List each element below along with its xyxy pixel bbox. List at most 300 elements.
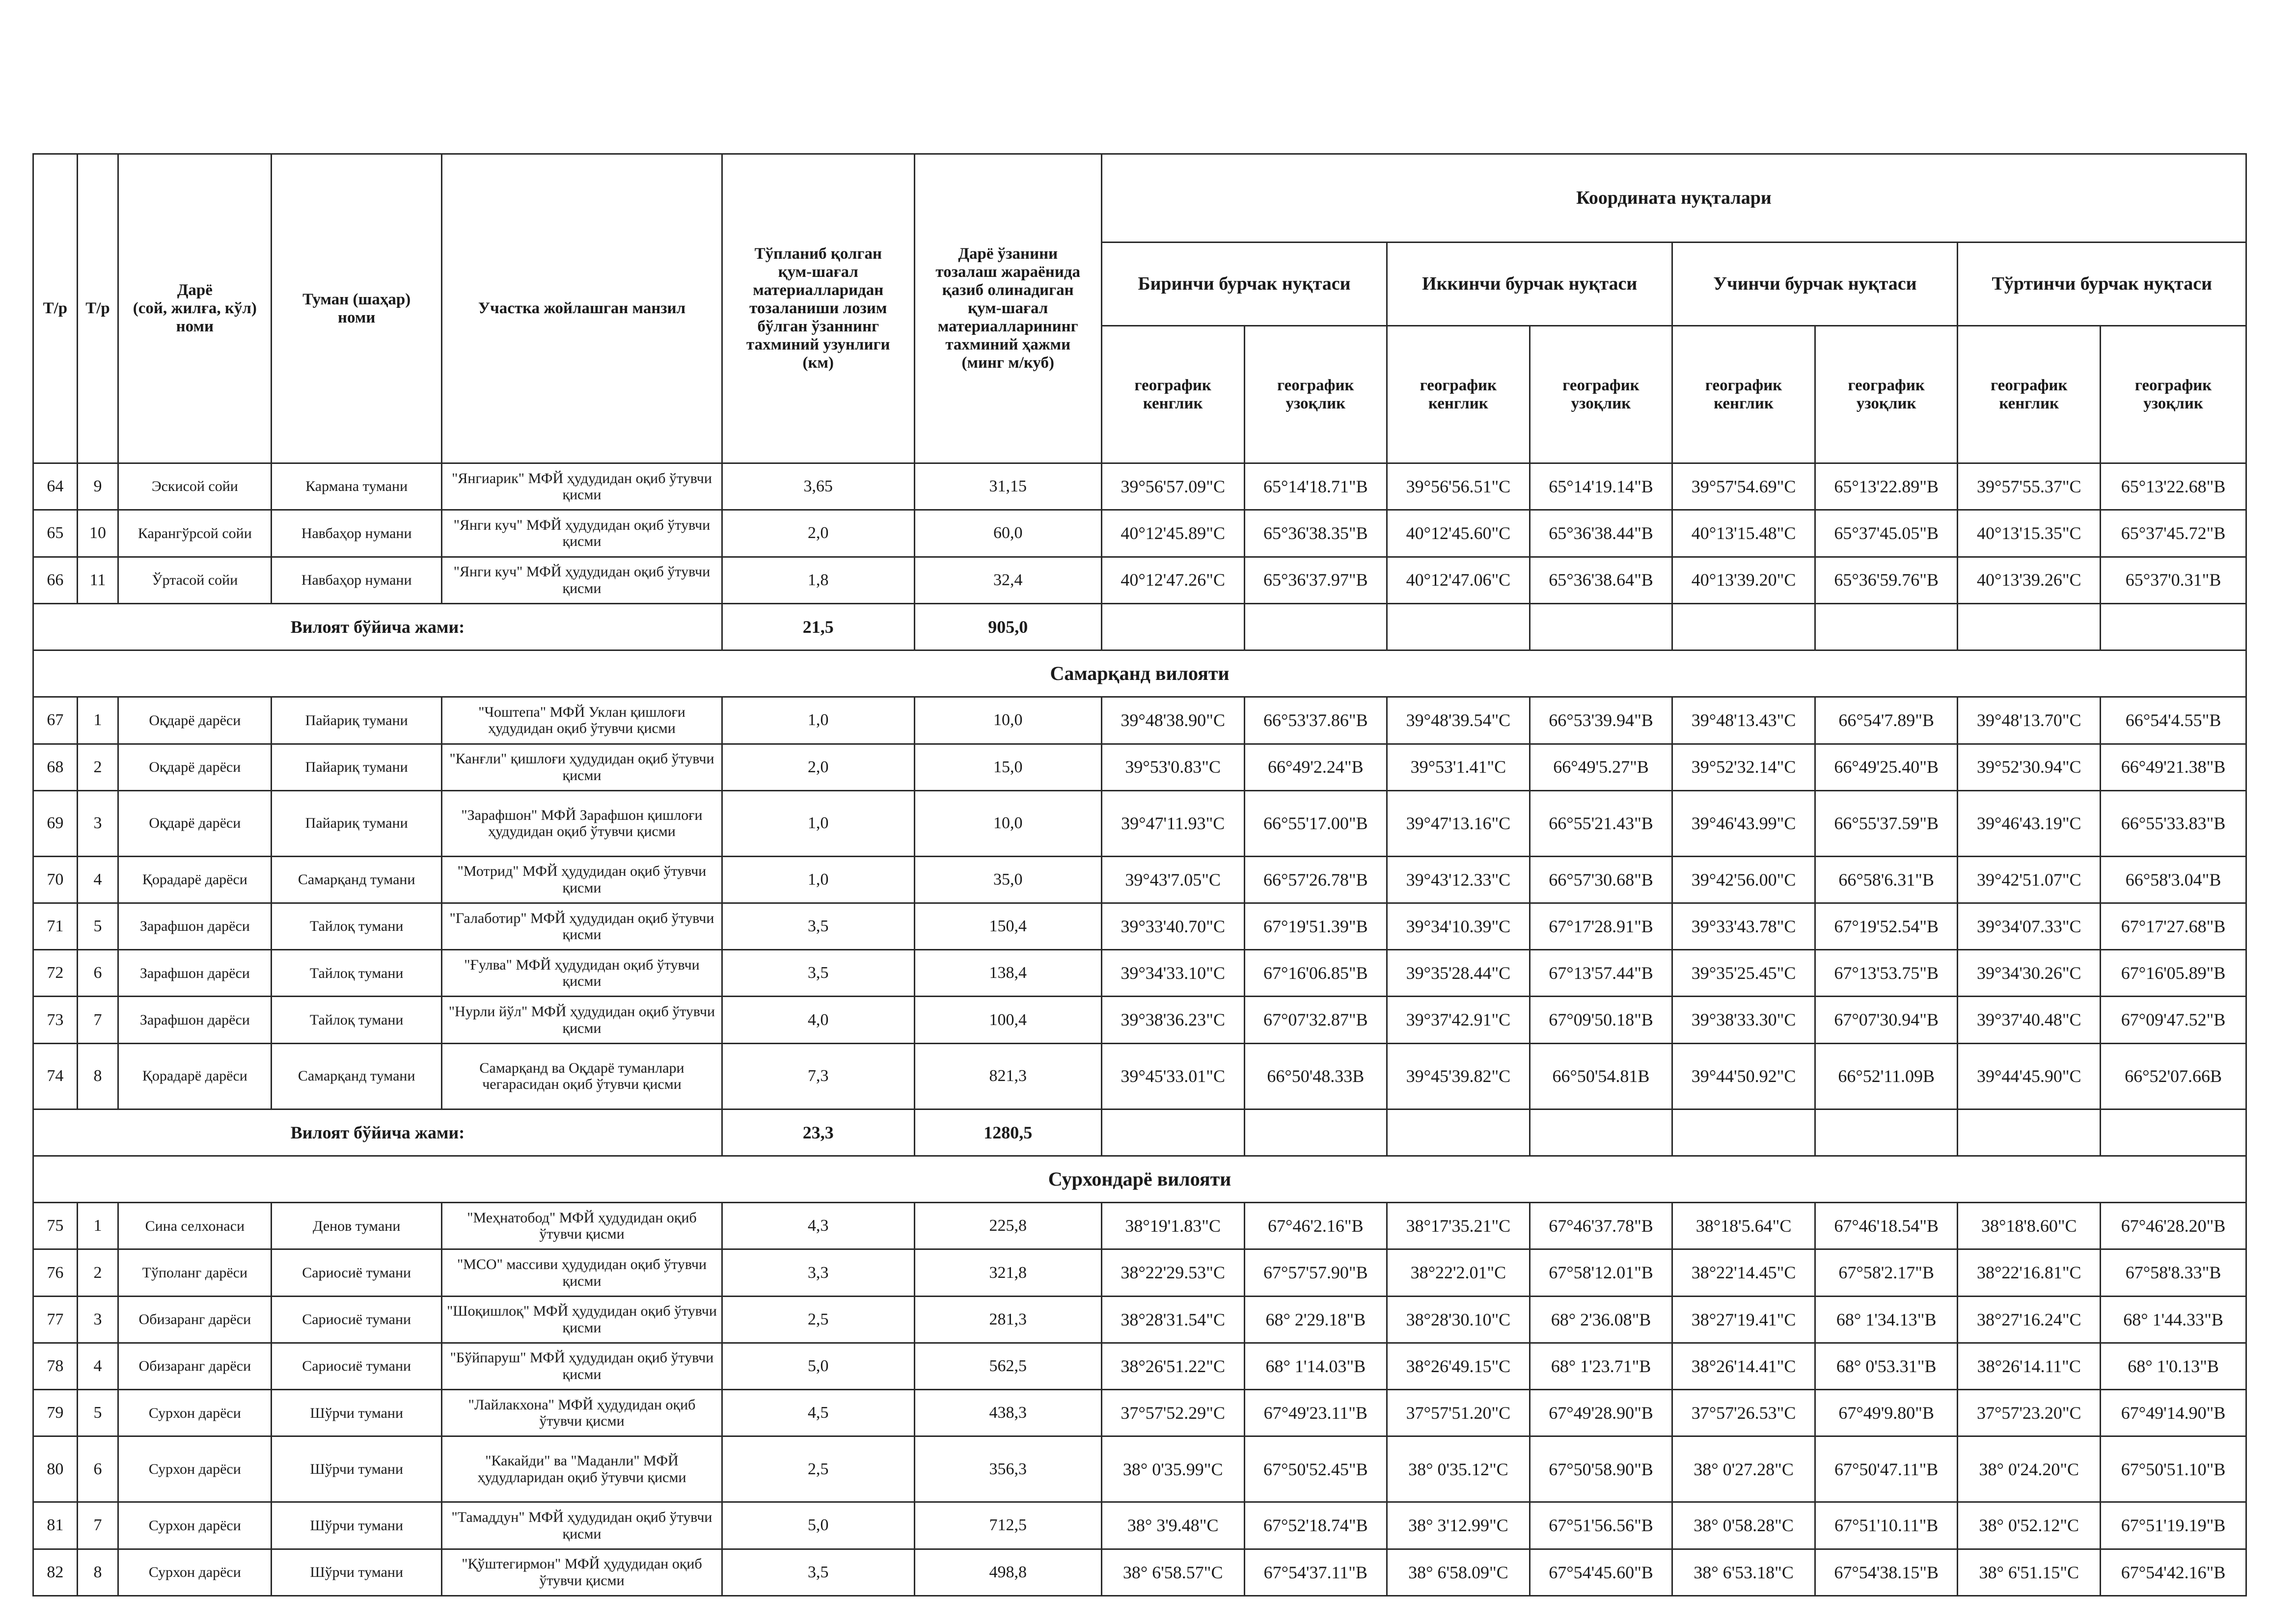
table-row: [33, 1203, 2246, 1249]
latitude-cell: 39°37'42.91"С: [1387, 997, 1530, 1043]
total-volume: 905,0: [914, 603, 1101, 650]
longitude-cell: 67°13'53.75"В: [1815, 950, 1958, 997]
row-number: 69: [33, 790, 78, 856]
corner-header-4: Тўртинчи бурчак нуқтаси: [1958, 243, 2246, 326]
total-length: 23,3: [722, 1109, 915, 1156]
river-name: Зарафшон дарёси: [118, 903, 272, 949]
empty-cell: [1672, 1109, 1815, 1156]
river-name: Тўполанг дарёси: [118, 1249, 272, 1296]
river-name: Карангўрсой сойи: [118, 510, 272, 557]
longitude-cell: 67°46'28.20"В: [2101, 1203, 2246, 1249]
river-name: Қорадарё дарёси: [118, 856, 272, 903]
river-name: Зарафшон дарёси: [118, 997, 272, 1043]
longitude-cell: 67°19'52.54"В: [1815, 903, 1958, 949]
longitude-cell: 68° 2'36.08"В: [1530, 1296, 1672, 1343]
col-header-index: Т/р: [77, 154, 118, 463]
latitude-cell: 39°43'7.05"С: [1101, 856, 1244, 903]
corner-header-3: Учинчи бурчак нуқтаси: [1672, 243, 1958, 326]
location: "Галаботир" МФЙ ҳудудидан оқиб ўтувчи қисми: [442, 903, 722, 949]
longitude-cell: 67°50'47.11"В: [1815, 1436, 1958, 1502]
district-name: Сариосиё тумани: [272, 1249, 442, 1296]
row-index: 4: [77, 1343, 118, 1389]
latitude-cell: 40°13'15.48"С: [1672, 510, 1815, 557]
longitude-cell: 66°49'2.24"В: [1244, 744, 1387, 790]
row-index: 8: [77, 1043, 118, 1109]
row-number: 82: [33, 1549, 78, 1596]
row-index: 2: [77, 744, 118, 790]
longitude-cell: 67°49'28.90"В: [1530, 1390, 1672, 1436]
volume-value: 31,15: [914, 463, 1101, 510]
empty-cell: [1101, 603, 1244, 650]
longitude-cell: 67°51'10.11"В: [1815, 1502, 1958, 1549]
row-index: 1: [77, 1203, 118, 1249]
latitude-cell: 38°27'19.41"С: [1672, 1296, 1815, 1343]
longitude-cell: 65°36'38.64"В: [1530, 557, 1672, 603]
total-label: Вилоят бўйича жами:: [33, 1109, 722, 1156]
table-row: [33, 1549, 2246, 1596]
row-index: 7: [77, 1502, 118, 1549]
table-row: [33, 510, 2246, 557]
latitude-cell: 39°48'39.54"С: [1387, 697, 1530, 744]
longitude-cell: 66°54'4.55"В: [2101, 697, 2246, 744]
empty-cell: [2101, 603, 2246, 650]
row-index: 8: [77, 1549, 118, 1596]
length-value: 5,0: [722, 1502, 915, 1549]
latitude-cell: 39°57'54.69"С: [1672, 463, 1815, 510]
longitude-cell: 65°13'22.89"В: [1815, 463, 1958, 510]
volume-value: 498,8: [914, 1549, 1101, 1596]
volume-value: 60,0: [914, 510, 1101, 557]
latitude-cell: 38° 6'53.18"С: [1672, 1549, 1815, 1596]
row-number: 64: [33, 463, 78, 510]
longitude-cell: 67°46'37.78"В: [1530, 1203, 1672, 1249]
longitude-cell: 67°17'27.68"В: [2101, 903, 2246, 949]
row-number: 73: [33, 997, 78, 1043]
latitude-cell: 38° 0'24.20"С: [1958, 1436, 2101, 1502]
longitude-cell: 68° 2'29.18"В: [1244, 1296, 1387, 1343]
volume-value: 712,5: [914, 1502, 1101, 1549]
longitude-cell: 66°50'54.81В: [1530, 1043, 1672, 1109]
river-name: Сурхон дарёси: [118, 1502, 272, 1549]
row-number: 77: [33, 1296, 78, 1343]
row-number: 72: [33, 950, 78, 997]
longitude-cell: 67°51'19.19"В: [2101, 1502, 2246, 1549]
row-number: 76: [33, 1249, 78, 1296]
length-value: 1,8: [722, 557, 915, 603]
volume-value: 150,4: [914, 903, 1101, 949]
total-volume: 1280,5: [914, 1109, 1101, 1156]
district-name: Кармана тумани: [272, 463, 442, 510]
table-row: [33, 1249, 2246, 1296]
river-name: Оқдарё дарёси: [118, 790, 272, 856]
row-index: 4: [77, 856, 118, 903]
col-header-coordinates: Координата нуқталари: [1101, 154, 2246, 243]
river-name: Оқдарё дарёси: [118, 744, 272, 790]
latitude-cell: 39°52'32.14"С: [1672, 744, 1815, 790]
latitude-cell: 39°48'38.90"С: [1101, 697, 1244, 744]
length-value: 4,3: [722, 1203, 915, 1249]
latitude-cell: 38° 0'52.12"С: [1958, 1502, 2101, 1549]
latitude-cell: 39°34'10.39"С: [1387, 903, 1530, 949]
latitude-cell: 40°12'47.06"С: [1387, 557, 1530, 603]
longitude-cell: 67°52'18.74"В: [1244, 1502, 1387, 1549]
location: "Қўштегирмон" МФЙ ҳудудидан оқиб ўтувчи қисми: [442, 1549, 722, 1596]
row-index: 1: [77, 697, 118, 744]
district-name: Пайариқ тумани: [272, 697, 442, 744]
location: Самарқанд ва Оқдарё туманлари чегарасидан оқиб ўтувчи қисми: [442, 1043, 722, 1109]
table-row: [33, 1343, 2246, 1389]
longitude-cell: 67°51'56.56"В: [1530, 1502, 1672, 1549]
row-number: 78: [33, 1343, 78, 1389]
table-row: [33, 903, 2246, 949]
longitude-cell: 67°17'28.91"В: [1530, 903, 1672, 949]
row-index: 3: [77, 1296, 118, 1343]
row-number: 70: [33, 856, 78, 903]
row-index: 5: [77, 903, 118, 949]
longitude-cell: 65°37'45.72"В: [2101, 510, 2246, 557]
latitude-cell: 38°22'2.01"С: [1387, 1249, 1530, 1296]
longitude-cell: 66°53'39.94"В: [1530, 697, 1672, 744]
location: "Тамаддун" МФЙ ҳудудидан оқиб ўтувчи қисми: [442, 1502, 722, 1549]
longitude-cell: 65°36'37.97"В: [1244, 557, 1387, 603]
latitude-header: географик кенглик: [1958, 326, 2101, 463]
volume-value: 138,4: [914, 950, 1101, 997]
longitude-cell: 67°49'23.11"В: [1244, 1390, 1387, 1436]
row-index: 5: [77, 1390, 118, 1436]
longitude-header: географик узоқлик: [2101, 326, 2246, 463]
latitude-cell: 38°26'14.41"С: [1672, 1343, 1815, 1389]
longitude-cell: 66°49'5.27"В: [1530, 744, 1672, 790]
location: "МСО" массиви ҳудудидан оқиб ўтувчи қисми: [442, 1249, 722, 1296]
longitude-cell: 68° 0'53.31"В: [1815, 1343, 1958, 1389]
district-name: Шўрчи тумани: [272, 1390, 442, 1436]
length-value: 3,5: [722, 1549, 915, 1596]
longitude-cell: 67°16'06.85"В: [1244, 950, 1387, 997]
volume-value: 438,3: [914, 1390, 1101, 1436]
latitude-cell: 38°26'51.22"С: [1101, 1343, 1244, 1389]
section-row: [33, 1156, 2246, 1202]
latitude-cell: 39°35'25.45"С: [1672, 950, 1815, 997]
empty-cell: [1387, 603, 1530, 650]
latitude-cell: 38°22'29.53"С: [1101, 1249, 1244, 1296]
length-value: 3,65: [722, 463, 915, 510]
latitude-cell: 39°45'39.82"С: [1387, 1043, 1530, 1109]
latitude-cell: 39°56'56.51"С: [1387, 463, 1530, 510]
longitude-cell: 67°09'50.18"В: [1530, 997, 1672, 1043]
length-value: 1,0: [722, 697, 915, 744]
empty-cell: [2101, 1109, 2246, 1156]
latitude-cell: 38°18'5.64"С: [1672, 1203, 1815, 1249]
latitude-cell: 37°57'23.20"С: [1958, 1390, 2101, 1436]
river-name: Сурхон дарёси: [118, 1436, 272, 1502]
longitude-cell: 66°53'37.86"В: [1244, 697, 1387, 744]
row-number: 67: [33, 697, 78, 744]
district-name: Шўрчи тумани: [272, 1436, 442, 1502]
latitude-cell: 38°22'14.45"С: [1672, 1249, 1815, 1296]
longitude-cell: 67°13'57.44"В: [1530, 950, 1672, 997]
latitude-cell: 38° 6'51.15"С: [1958, 1549, 2101, 1596]
location: "Янгиарик" МФЙ ҳудудидан оқиб ўтувчи қисми: [442, 463, 722, 510]
length-value: 1,0: [722, 790, 915, 856]
longitude-cell: 68° 1'44.33"В: [2101, 1296, 2246, 1343]
corner-header-1: Биринчи бурчак нуқтаси: [1101, 243, 1387, 326]
longitude-cell: 65°13'22.68"В: [2101, 463, 2246, 510]
row-index: 2: [77, 1249, 118, 1296]
latitude-cell: 39°45'33.01"С: [1101, 1043, 1244, 1109]
row-number: 75: [33, 1203, 78, 1249]
row-index: 6: [77, 950, 118, 997]
latitude-cell: 39°48'13.70"С: [1958, 697, 2101, 744]
table-row: [33, 950, 2246, 997]
longitude-cell: 65°36'38.35"В: [1244, 510, 1387, 557]
volume-value: 281,3: [914, 1296, 1101, 1343]
district-name: Тайлоқ тумани: [272, 997, 442, 1043]
longitude-cell: 66°52'07.66В: [2101, 1043, 2246, 1109]
empty-cell: [1815, 1109, 1958, 1156]
latitude-header: географик кенглик: [1672, 326, 1815, 463]
length-value: 4,0: [722, 997, 915, 1043]
location: "Мотрид" МФЙ ҳудудидан оқиб ўтувчи қисми: [442, 856, 722, 903]
river-name: Сина селхонаси: [118, 1203, 272, 1249]
empty-cell: [1101, 1109, 1244, 1156]
longitude-cell: 67°46'18.54"В: [1815, 1203, 1958, 1249]
table-row: [33, 744, 2246, 790]
longitude-cell: 66°57'30.68"В: [1530, 856, 1672, 903]
empty-cell: [1672, 603, 1815, 650]
longitude-cell: 65°36'59.76"В: [1815, 557, 1958, 603]
table-row: [33, 790, 2246, 856]
latitude-cell: 39°44'50.92"С: [1672, 1043, 1815, 1109]
latitude-cell: 40°12'45.89"С: [1101, 510, 1244, 557]
latitude-cell: 39°42'51.07"С: [1958, 856, 2101, 903]
latitude-cell: 39°53'0.83"С: [1101, 744, 1244, 790]
longitude-cell: 65°14'19.14"В: [1530, 463, 1672, 510]
longitude-header: географик узоқлик: [1530, 326, 1672, 463]
location: "Канғли" қишлоғи ҳудудидан оқиб ўтувчи қисми: [442, 744, 722, 790]
location: "Шоқишлоқ" МФЙ ҳудудидан оқиб ўтувчи қисми: [442, 1296, 722, 1343]
length-value: 3,3: [722, 1249, 915, 1296]
section-row: [33, 650, 2246, 697]
longitude-header: географик узоқлик: [1815, 326, 1958, 463]
length-value: 2,0: [722, 744, 915, 790]
location: "Нурли йўл" МФЙ ҳудудидан оқиб ўтувчи қисми: [442, 997, 722, 1043]
river-name: Эскисой сойи: [118, 463, 272, 510]
latitude-cell: 38° 0'58.28"С: [1672, 1502, 1815, 1549]
volume-value: 321,8: [914, 1249, 1101, 1296]
length-value: 3,5: [722, 903, 915, 949]
latitude-cell: 39°42'56.00"С: [1672, 856, 1815, 903]
latitude-cell: 38°28'30.10"С: [1387, 1296, 1530, 1343]
location: "Лайлакхона" МФЙ ҳудудидан оқиб ўтувчи қисми: [442, 1390, 722, 1436]
empty-cell: [1958, 1109, 2101, 1156]
latitude-cell: 39°56'57.09"С: [1101, 463, 1244, 510]
location: "Меҳнатобод" МФЙ ҳудудидан оқиб ўтувчи қисми: [442, 1203, 722, 1249]
district-name: Тайлоқ тумани: [272, 950, 442, 997]
latitude-cell: 37°57'52.29"С: [1101, 1390, 1244, 1436]
latitude-cell: 38°26'14.11"С: [1958, 1343, 2101, 1389]
longitude-cell: 65°37'45.05"В: [1815, 510, 1958, 557]
length-value: 2,0: [722, 510, 915, 557]
row-number: 71: [33, 903, 78, 949]
longitude-cell: 66°55'21.43"В: [1530, 790, 1672, 856]
latitude-cell: 39°37'40.48"С: [1958, 997, 2101, 1043]
district-name: Тайлоқ тумани: [272, 903, 442, 949]
table-row: [33, 1390, 2246, 1436]
longitude-cell: 67°54'38.15"В: [1815, 1549, 1958, 1596]
district-name: Шўрчи тумани: [272, 1502, 442, 1549]
longitude-cell: 65°14'18.71"В: [1244, 463, 1387, 510]
latitude-cell: 38°17'35.21"С: [1387, 1203, 1530, 1249]
col-header-location: Участка жойлашган манзил: [442, 154, 722, 463]
row-index: 6: [77, 1436, 118, 1502]
total-row: [33, 603, 2246, 650]
location: "Янги куч" МФЙ ҳудудидан оқиб ўтувчи қисми: [442, 557, 722, 603]
location: "Какайди" ва "Маданли" МФЙ ҳудудларидан оқиб ўтувчи қисми: [442, 1436, 722, 1502]
row-number: 81: [33, 1502, 78, 1549]
location: "Чоштепа" МФЙ Уклан қишлоғи ҳудудидан оқиб ўтувчи қисми: [442, 697, 722, 744]
latitude-cell: 38° 0'27.28"С: [1672, 1436, 1815, 1502]
latitude-cell: 38° 0'35.12"С: [1387, 1436, 1530, 1502]
latitude-header: географик кенглик: [1101, 326, 1244, 463]
district-name: Самарқанд тумани: [272, 856, 442, 903]
latitude-cell: 38°22'16.81"С: [1958, 1249, 2101, 1296]
latitude-cell: 38° 0'35.99"С: [1101, 1436, 1244, 1502]
length-value: 7,3: [722, 1043, 915, 1109]
latitude-cell: 38°28'31.54"С: [1101, 1296, 1244, 1343]
volume-value: 356,3: [914, 1436, 1101, 1502]
table-row: [33, 997, 2246, 1043]
longitude-cell: 66°50'48.33В: [1244, 1043, 1387, 1109]
latitude-cell: 39°33'43.78"С: [1672, 903, 1815, 949]
empty-cell: [1530, 603, 1672, 650]
river-name: Оқдарё дарёси: [118, 697, 272, 744]
longitude-cell: 67°49'9.80"В: [1815, 1390, 1958, 1436]
longitude-cell: 67°07'30.94"В: [1815, 997, 1958, 1043]
latitude-cell: 37°57'51.20"С: [1387, 1390, 1530, 1436]
latitude-header: географик кенглик: [1387, 326, 1530, 463]
district-name: Пайариқ тумани: [272, 790, 442, 856]
latitude-cell: 39°47'13.16"С: [1387, 790, 1530, 856]
longitude-cell: 66°58'6.31"В: [1815, 856, 1958, 903]
location: "Янги куч" МФЙ ҳудудидан оқиб ўтувчи қисми: [442, 510, 722, 557]
longitude-cell: 66°49'25.40"В: [1815, 744, 1958, 790]
longitude-cell: 67°46'2.16"В: [1244, 1203, 1387, 1249]
table-body: [33, 463, 2246, 1596]
district-name: Шўрчи тумани: [272, 1549, 442, 1596]
latitude-cell: 39°34'07.33"С: [1958, 903, 2101, 949]
longitude-cell: 66°58'3.04"В: [2101, 856, 2246, 903]
longitude-cell: 67°50'52.45"В: [1244, 1436, 1387, 1502]
latitude-cell: 39°46'43.19"С: [1958, 790, 2101, 856]
location: "Зарафшон" МФЙ Зарафшон қишлоғи ҳудудидан оқиб ўтувчи қисми: [442, 790, 722, 856]
river-name: Обизаранг дарёси: [118, 1296, 272, 1343]
row-number: 79: [33, 1390, 78, 1436]
latitude-cell: 39°34'33.10"С: [1101, 950, 1244, 997]
table-row: [33, 697, 2246, 744]
row-number: 74: [33, 1043, 78, 1109]
latitude-cell: 39°47'11.93"С: [1101, 790, 1244, 856]
latitude-cell: 39°38'36.23"С: [1101, 997, 1244, 1043]
longitude-cell: 67°16'05.89"В: [2101, 950, 2246, 997]
empty-cell: [1958, 603, 2101, 650]
latitude-cell: 40°13'15.35"С: [1958, 510, 2101, 557]
row-index: 7: [77, 997, 118, 1043]
empty-cell: [1387, 1109, 1530, 1156]
length-value: 4,5: [722, 1390, 915, 1436]
longitude-cell: 67°58'12.01"В: [1530, 1249, 1672, 1296]
volume-value: 100,4: [914, 997, 1101, 1043]
length-value: 1,0: [722, 856, 915, 903]
row-number: 68: [33, 744, 78, 790]
latitude-cell: 38° 6'58.57"С: [1101, 1549, 1244, 1596]
length-value: 5,0: [722, 1343, 915, 1389]
col-header-river: Дарё (сой, жилға, кўл) номи: [118, 154, 272, 463]
row-index: 10: [77, 510, 118, 557]
length-value: 2,5: [722, 1436, 915, 1502]
longitude-cell: 67°07'32.87"В: [1244, 997, 1387, 1043]
river-name: Зарафшон дарёси: [118, 950, 272, 997]
location: "Ғулва" МФЙ ҳудудидан оқиб ўтувчи қисми: [442, 950, 722, 997]
longitude-cell: 67°57'57.90"В: [1244, 1249, 1387, 1296]
longitude-cell: 68° 1'23.71"В: [1530, 1343, 1672, 1389]
volume-value: 225,8: [914, 1203, 1101, 1249]
table-row: [33, 1043, 2246, 1109]
latitude-cell: 40°12'47.26"С: [1101, 557, 1244, 603]
longitude-cell: 65°37'0.31"В: [2101, 557, 2246, 603]
latitude-cell: 38°27'16.24"С: [1958, 1296, 2101, 1343]
volume-value: 10,0: [914, 697, 1101, 744]
longitude-cell: 67°49'14.90"В: [2101, 1390, 2246, 1436]
latitude-cell: 38° 3'9.48"С: [1101, 1502, 1244, 1549]
river-name: Қорадарё дарёси: [118, 1043, 272, 1109]
river-name: Обизаранг дарёси: [118, 1343, 272, 1389]
longitude-cell: 67°19'51.39"В: [1244, 903, 1387, 949]
latitude-cell: 38°18'8.60"С: [1958, 1203, 2101, 1249]
district-name: Денов тумани: [272, 1203, 442, 1249]
longitude-cell: 66°55'37.59"В: [1815, 790, 1958, 856]
table-row: [33, 856, 2246, 903]
row-index: 3: [77, 790, 118, 856]
row-number: 80: [33, 1436, 78, 1502]
longitude-cell: 66°49'21.38"В: [2101, 744, 2246, 790]
latitude-cell: 38°19'1.83"С: [1101, 1203, 1244, 1249]
table-row: [33, 463, 2246, 510]
longitude-cell: 68° 1'0.13"В: [2101, 1343, 2246, 1389]
latitude-cell: 39°57'55.37"С: [1958, 463, 2101, 510]
longitude-cell: 67°09'47.52"В: [2101, 997, 2246, 1043]
longitude-cell: 66°52'11.09В: [1815, 1043, 1958, 1109]
latitude-cell: 38°26'49.15"С: [1387, 1343, 1530, 1389]
table-row: [33, 1296, 2246, 1343]
longitude-cell: 66°54'7.89"В: [1815, 697, 1958, 744]
volume-value: 562,5: [914, 1343, 1101, 1389]
regional-table: [32, 153, 2247, 1596]
latitude-cell: 39°44'45.90"С: [1958, 1043, 2101, 1109]
length-value: 3,5: [722, 950, 915, 997]
row-index: 9: [77, 463, 118, 510]
longitude-cell: 67°58'8.33"В: [2101, 1249, 2246, 1296]
volume-value: 15,0: [914, 744, 1101, 790]
river-name: Сурхон дарёси: [118, 1390, 272, 1436]
longitude-cell: 67°54'42.16"В: [2101, 1549, 2246, 1596]
longitude-cell: 67°50'58.90"В: [1530, 1436, 1672, 1502]
col-header-number: Т/р: [33, 154, 78, 463]
empty-cell: [1244, 1109, 1387, 1156]
latitude-cell: 38° 6'58.09"С: [1387, 1549, 1530, 1596]
volume-value: 10,0: [914, 790, 1101, 856]
longitude-cell: 67°50'51.10"В: [2101, 1436, 2246, 1502]
district-name: Навбаҳор нумани: [272, 510, 442, 557]
